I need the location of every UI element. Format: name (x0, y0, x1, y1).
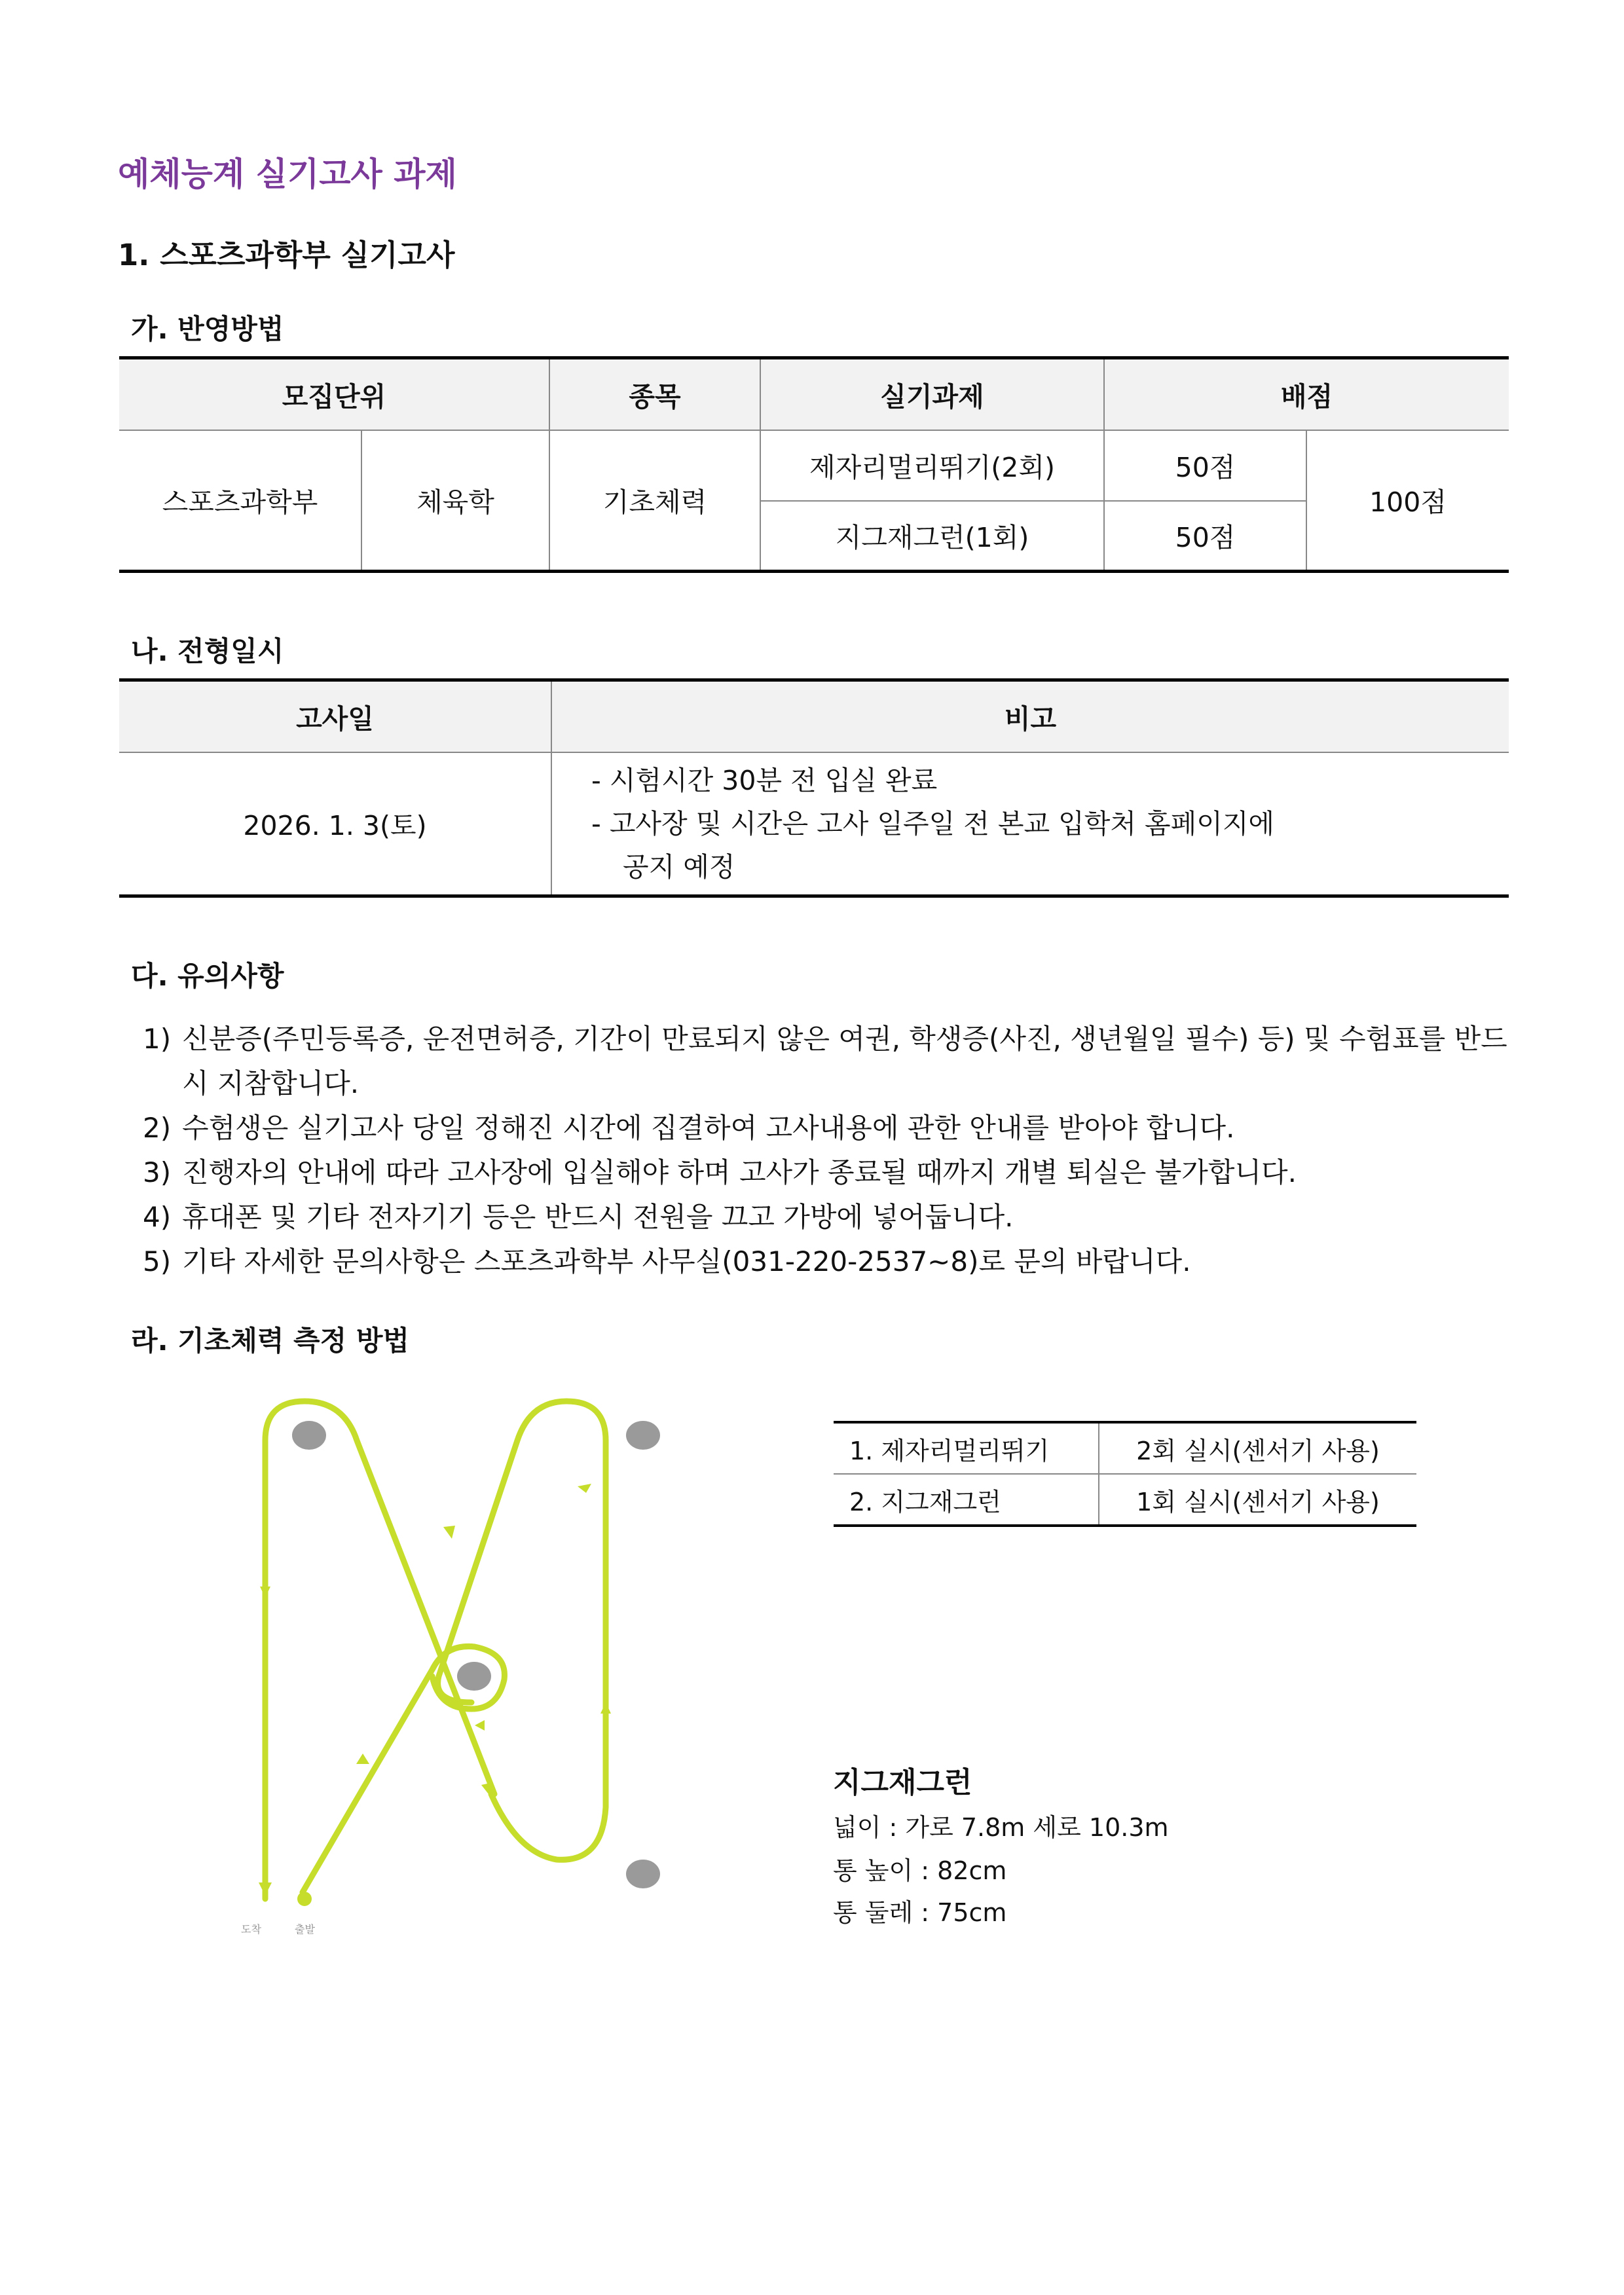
note-number: 3) (143, 1156, 172, 1188)
remark-line: - 시험시간 30분 전 입실 완료 (591, 764, 938, 796)
notes-title: 다. 유의사항 (131, 960, 284, 992)
measure-title: 라. 기초체력 측정 방법 (131, 1325, 409, 1357)
note-text: 수험생은 실기고사 당일 정해진 시간에 집결하여 고사내용에 관한 안내를 받아야 합니다. (182, 1112, 1235, 1144)
note-number: 4) (143, 1201, 172, 1233)
start-label: 출발 (295, 1923, 315, 1936)
arrow-icon (600, 1702, 611, 1714)
header-task: 실기과제 (760, 358, 1104, 430)
zigzag-circumference: 통 둘레 : 75cm (833, 1898, 1007, 1927)
arrive-label: 도착 (241, 1923, 261, 1936)
arrow-icon (259, 1882, 272, 1896)
note-number: 1) (143, 1023, 172, 1055)
remark-line: 공지 예정 (623, 851, 735, 883)
header-date: 고사일 (119, 680, 551, 752)
notes-list (143, 1017, 1518, 1284)
measure-table (834, 1421, 1416, 1527)
arrow-icon (578, 1484, 591, 1493)
cone-icon (292, 1421, 326, 1450)
measure-method: 2회 실시(센서기 사용) (1136, 1436, 1380, 1465)
note-number: 5) (143, 1245, 172, 1277)
remark-line: - 고사장 및 시간은 고사 일주일 전 본교 입학처 홈페이지에 (591, 807, 1275, 839)
unit-cell: 스포츠과학부 (119, 430, 361, 572)
note-text: 휴대폰 및 기타 전자기기 등은 반드시 전원을 끄고 가방에 넣어둡니다. (182, 1201, 1014, 1233)
list-item (143, 1106, 1518, 1150)
arrow-icon (475, 1720, 485, 1731)
header-event: 종목 (549, 358, 760, 430)
score-cell: 50점 (1104, 501, 1306, 572)
measure-method: 1회 실시(센서기 사용) (1136, 1487, 1380, 1516)
note-text: 신분증(주민등록증, 운전면허증, 기간이 만료되지 않은 여권, 학생증(사진, 생년월일 필수) 등) 및 수험표를 반드시 지참합니다. (182, 1023, 1507, 1099)
note-text: 진행자의 안내에 따라 고사장에 입실해야 하며 고사가 종료될 때까지 개별 퇴실은 불가합니다. (182, 1156, 1297, 1188)
schedule-title: 나. 전형일시 (131, 635, 284, 667)
list-item (143, 1017, 1518, 1106)
task-cell: 지그재그런(1회) (760, 501, 1104, 572)
exam-date: 2026. 1. 3(토) (119, 752, 551, 896)
score-cell: 50점 (1104, 430, 1306, 501)
header-score: 배점 (1104, 358, 1509, 430)
measure-name: 1. 제자리멀리뛰기 (834, 1422, 1099, 1474)
note-number: 2) (143, 1112, 172, 1144)
cone-icon (626, 1421, 660, 1450)
cone-icon (626, 1860, 660, 1888)
section-title: 1. 스포츠과학부 실기고사 (118, 238, 455, 272)
arrow-icon (481, 1782, 493, 1797)
list-item (143, 1195, 1518, 1239)
total-cell: 100점 (1369, 487, 1447, 519)
method-table (119, 356, 1509, 573)
list-item (143, 1239, 1518, 1284)
start-point-icon (297, 1892, 312, 1906)
arrow-icon (260, 1587, 270, 1598)
course-path-left (265, 1401, 606, 1899)
schedule-table (119, 678, 1509, 898)
zigzag-course-diagram (210, 1388, 747, 1951)
list-item (143, 1150, 1518, 1195)
page-title: 예체능계 실기고사 과제 (118, 155, 457, 193)
note-text: 기타 자세한 문의사항은 스포츠과학부 사무실(031-220-2537~8)로 문의 바랍니다. (182, 1245, 1191, 1277)
zigzag-title: 지그재그런 (833, 1766, 972, 1799)
major-cell: 체육학 (361, 430, 549, 572)
event-cell: 기초체력 (549, 430, 760, 572)
task-cell: 제자리멀리뛰기(2회) (760, 430, 1104, 501)
header-remarks: 비고 (551, 680, 1509, 752)
method-title: 가. 반영방법 (131, 313, 284, 345)
arrow-icon (443, 1526, 455, 1539)
cone-icon (457, 1662, 491, 1691)
zigzag-height: 통 높이 : 82cm (833, 1856, 1007, 1885)
measure-name: 2. 지그재그런 (834, 1474, 1099, 1526)
zigzag-width: 넓이 : 가로 7.8m 세로 10.3m (833, 1813, 1169, 1842)
header-unit: 모집단위 (119, 358, 549, 430)
arrow-icon (356, 1753, 369, 1764)
remarks-cell (551, 752, 1509, 896)
